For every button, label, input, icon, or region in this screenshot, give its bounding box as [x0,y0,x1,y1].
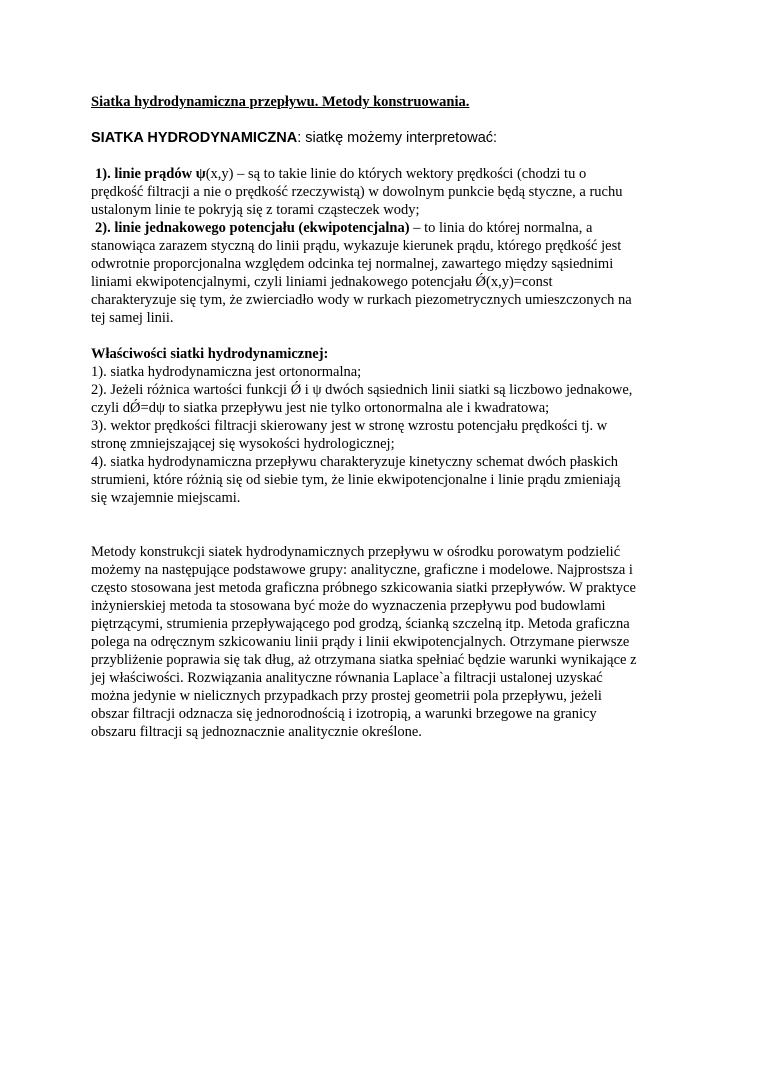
item-equipotential-line: charakteryzuje się tym, że zwierciadło wody w rurkach piezometrycznych umieszczonych na [91,292,632,308]
properties-line: 2). Jeżeli różnica wartości funkcji Ǿ i ψ dwóch sąsiednich linii siatki są liczbowo jednakowe, [91,382,633,398]
item-equipotential-line: tej samej linii. [91,310,174,326]
methods-line: możemy na następujące podstawowe grupy: analityczne, graficzne i modelowe. Najprostsza i [91,562,633,578]
properties-line: się wzajemnie miejscami. [91,490,241,506]
properties-line: 4). siatka hydrodynamiczna przepływu charakteryzuje kinetyczny schemat dwóch płaskich [91,454,619,470]
properties-line: strumieni, które różnią się od siebie tym, że linie ekwipotencjonalne i linie prądu zmieniają [91,472,621,488]
item-equipotential-line: liniami ekwipotencjalnymi, czyli liniami jednakowego potencjału Ǿ(x,y)=const [91,274,553,290]
methods-paragraph [91,543,681,741]
item-equipotential-line: odwrotnie proporcjonalna względem odcinka tej normalnej, zawartego między sąsiednimi [91,256,614,272]
methods-line: piętrzącymi, strumienia przepływającego pod grodzą, ścianką szczelną itp. Metoda graficzna [91,616,630,632]
methods-line: przybliżenie poprawia się tak dług, aż otrzymana siatka spełniać będzie warunki wynikające z [91,652,637,668]
item-streamlines-text: (x,y) – są to takie linie do których wektory prędkości (chodzi tu o [205,166,587,182]
document-title: Siatka hydrodynamiczna przepływu. Metody konstruowania. [91,94,470,110]
methods-line: Metody konstrukcji siatek hydrodynamicznych przepływu w ośrodku porowatym podzielić [91,544,621,560]
properties-line: 1). siatka hydrodynamiczna jest ortonormalna; [91,364,362,380]
methods-line: obszaru filtracji są jednoznacznie analitycznie określone. [91,724,422,740]
methods-line: obszar filtracji odznacza się jednorodnością i izotropią, a warunki brzegowe na granicy [91,706,597,722]
methods-line: polega na odręcznym szkicowaniu linii prądy i linii ekwipotencjalnych. Otrzymane pierwsze [91,634,630,650]
properties-line: 3). wektor prędkości filtracji skierowany jest w stronę wzrostu potencjału prędkości tj. w [91,418,608,434]
properties-line: czyli dǾ=dψ to siatka przepływu jest nie tylko ortonormalna ale i kwadratowa; [91,400,550,416]
item-equipotential-heading: 2). linie jednakowego potencjału (ekwipotencjalna) [95,220,410,236]
intro-paragraph [91,129,681,147]
intro-heading: SIATKA HYDRODYNAMICZNA [91,130,298,146]
item-equipotential-line: stanowiąca zarazem styczną do linii prądu, wykazuje kierunek prądu, którego prędkość jest [91,238,622,254]
item-equipotential [91,219,681,237]
properties-heading-text: Właściwości siatki hydrodynamicznej: [91,346,329,362]
document-content [91,93,681,741]
properties-line: stronę zmniejszającej się wysokości hydrologicznej; [91,436,395,452]
properties-heading [91,345,681,363]
intro-text: : siatkę możemy interpretować: [297,130,498,146]
methods-line: często stosowana jest metoda graficzna próbnego szkicowania siatki przepływów. W praktyce [91,580,636,596]
item-streamlines-heading: 1). linie prądów ψ [95,166,206,182]
item-equipotential-text: – to linia do której normalna, a [409,220,593,236]
methods-line: jej właściwości. Rozwiązania analityczne równania Laplace`a filtracji ustalonej uzyskać [91,670,603,686]
item-streamlines-line: prędkość filtracji a nie o prędkość rzeczywistą) w dowolnym punkcie będą styczne, a ruchu [91,184,623,200]
item-streamlines-line: ustalonym linie te pokryją się z torami cząsteczek wody; [91,202,420,218]
item-streamlines [91,165,681,183]
methods-line: inżynierskiej metoda ta stosowana być może do wyznaczenia przepływu pod budowlami [91,598,606,614]
methods-line: można jedynie w nielicznych przypadkach przy prostej geometrii pola przepływu, jeżeli [91,688,602,704]
